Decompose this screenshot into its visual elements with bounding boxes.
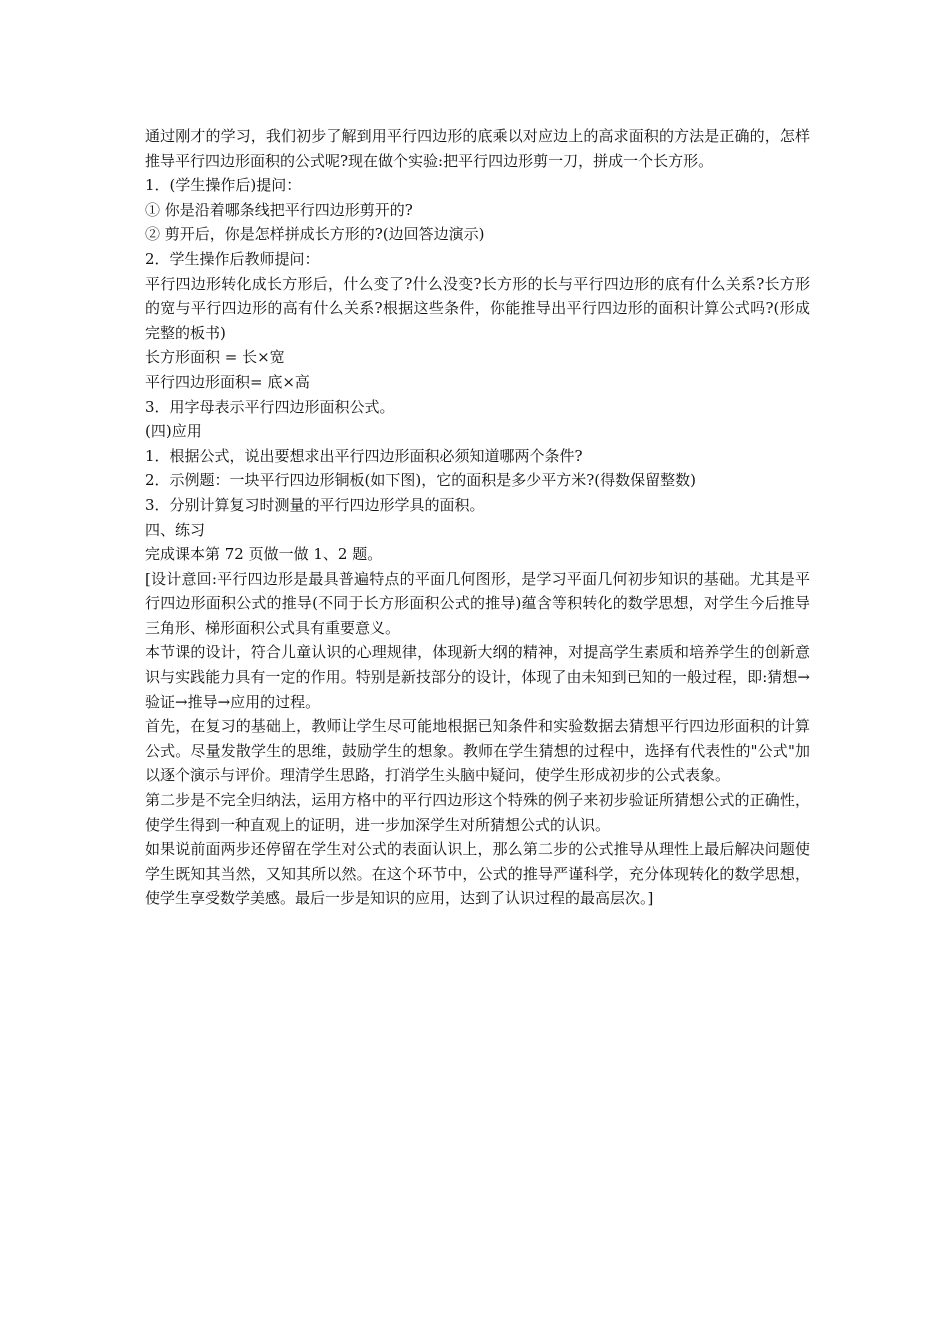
paragraph: ② 剪开后，你是怎样拼成长方形的?(边回答边演示) [145,225,485,244]
paragraph: [设计意回:平行四边形是最具普遍特点的平面几何图形，是学习平面几何初步知识的基础。尤其是平行四边形面积公式的推导(不同于长方形面积公式的推导)蕴含等积转化的数学思想，对学生今后推导三角形、梯形面积公式具有重要意义。 [145,569,810,637]
paragraph: 首先，在复习的基础上，教师让学生尽可能地根据已知条件和实验数据去猜想平行四边形面积的计算公式。尽量发散学生的思维，鼓励学生的想象。教师在学生猜想的过程中，选择有代表性的"公式"加以逐个演示与评价。理清学生思路，打消学生头脑中疑问，使学生形成初步的公式表象。 [145,717,810,785]
paragraph: 通过刚才的学习，我们初步了解到用平行四边形的底乘以对应边上的高求面积的方法是正确的，怎样推导平行四边形面积的公式呢?现在做个实验:把平行四边形剪一刀，拼成一个长方形。 [145,127,810,170]
section-heading: (四)应用 [145,422,202,441]
paragraph: 平行四边形转化成长方形后，什么变了?什么没变?长方形的长与平行四边形的底有什么关系?长方形的宽与平行四边形的高有什么关系?根据这些条件，你能推导出平行四边形的面积计算公式吗?(形成完整的板书) [145,274,810,342]
paragraph: 1．(学生操作后)提问： [145,176,302,195]
paragraph: 1．根据公式，说出要想求出平行四边形面积必须知道哪两个条件? [145,446,583,465]
paragraph: 2．示例题：一块平行四边形铜板(如下图)，它的面积是多少平方米?(得数保留整数) [145,471,696,490]
paragraph: 3．分别计算复习时测量的平行四边形学具的面积。 [145,495,485,514]
paragraph: 3．用字母表示平行四边形面积公式。 [145,397,395,416]
paragraph: 如果说前面两步还停留在学生对公式的表面认识上，那么第二步的公式推导从理性上最后解决问题使学生既知其当然，又知其所以然。在这个环节中，公式的推导严谨科学，充分体现转化的数学思想，使学生享受数学美感。最后一步是知识的应用，达到了认识过程的最高层次。] [145,840,810,908]
paragraph: 第二步是不完全归纳法，运用方格中的平行四边形这个特殊的例子来初步验证所猜想公式的正确性，使学生得到一种直观上的证明，进一步加深学生对所猜想公式的认识。 [145,791,810,834]
paragraph: 完成课本第 72 页做一做 1、2 题。 [145,545,383,564]
paragraph: 2．学生操作后教师提问： [145,249,320,268]
paragraph: 平行四边形面积= 底×高 [145,372,310,391]
section-heading: 四、练习 [145,520,206,539]
paragraph: ① 你是沿着哪条线把平行四边形剪开的? [145,200,413,219]
document-body [145,124,810,911]
paragraph: 长方形面积 = 长×宽 [145,348,285,367]
paragraph: 本节课的设计，符合儿童认识的心理规律，体现新大纲的精神，对提高学生素质和培养学生的创新意识与实践能力具有一定的作用。特别是新技部分的设计，体现了由未知到已知的一般过程，即:猜想→验证→推导→应用的过程。 [145,643,810,711]
